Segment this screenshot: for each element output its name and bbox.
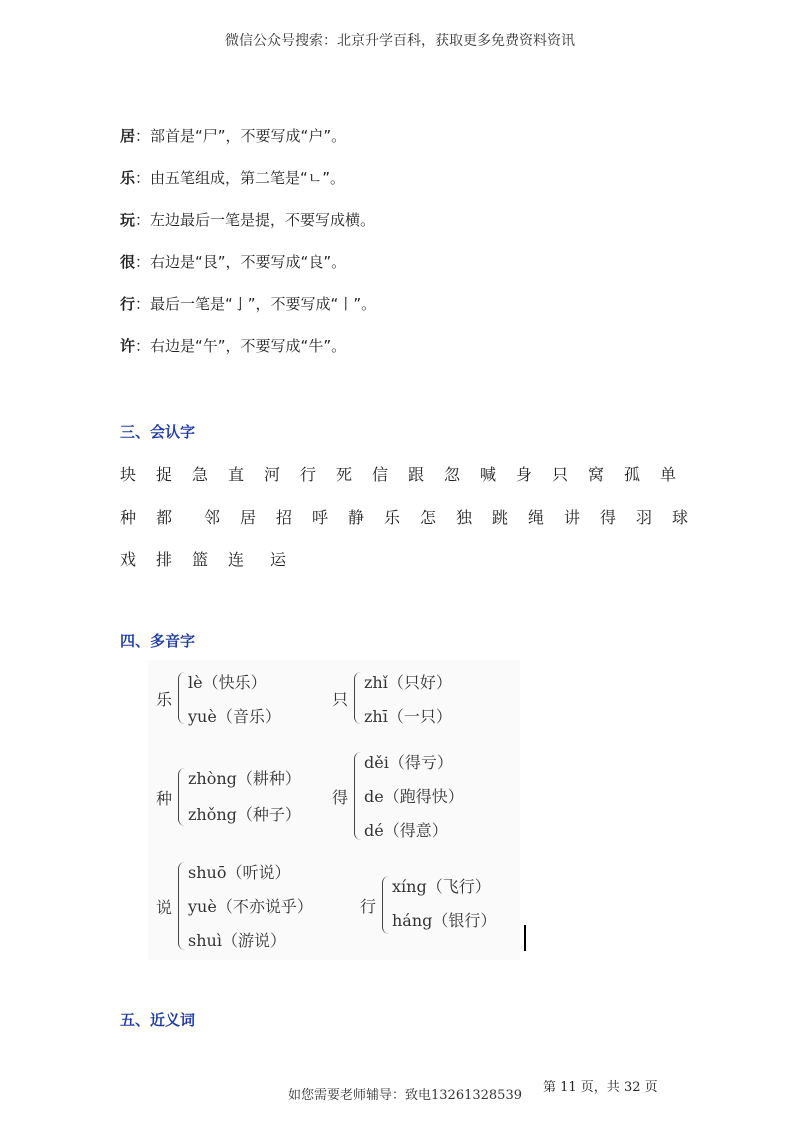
- char-cell: 跳: [492, 508, 509, 527]
- brace-icon: [354, 672, 361, 724]
- polyphone-reading: zhǐ（只好）: [364, 673, 452, 692]
- rule-char: 玩: [120, 211, 136, 229]
- text-cursor: [524, 925, 526, 951]
- rule-line: [120, 210, 375, 230]
- rule-text: ：由五笔组成，第二笔是“ㄴ”。: [135, 169, 346, 187]
- rule-text: ：右边是“午”，不要写成“牛”。: [135, 337, 347, 355]
- char-cell: 独: [456, 508, 473, 527]
- char-cell: 邻: [204, 508, 221, 527]
- brace-icon: [382, 876, 389, 934]
- char-cell: 运: [270, 550, 287, 569]
- char-cell: 篮: [192, 550, 209, 569]
- polyphone-char: 说: [156, 898, 173, 917]
- rule-line: [120, 168, 345, 188]
- char-cell: 窝: [588, 465, 605, 484]
- rule-line: [120, 252, 346, 272]
- char-cell: 乐: [384, 508, 401, 527]
- char-cell: 讲: [564, 508, 581, 527]
- polyphone-reading: dé（得意）: [364, 821, 448, 840]
- polyphone-group: [332, 668, 502, 728]
- polyphone-reading: xíng（飞行）: [392, 877, 491, 896]
- char-cell: 身: [516, 465, 533, 484]
- char-cell: 忽: [444, 465, 461, 484]
- rule-char: 行: [120, 295, 136, 313]
- char-cell: 喊: [480, 465, 497, 484]
- polyphone-char: 得: [332, 788, 349, 807]
- polyphone-group: [360, 872, 520, 938]
- brace-icon: [178, 672, 185, 724]
- footer-page-number: 第 11 页，共 32 页: [543, 1080, 658, 1095]
- char-cell: 得: [600, 508, 617, 527]
- brace-icon: [354, 752, 361, 840]
- polyphone-reading: de（跑得快）: [364, 787, 464, 806]
- rule-char: 许: [120, 337, 136, 355]
- char-cell: 种: [120, 508, 137, 527]
- footer-tutor-contact: 如您需要老师辅导：致电13261328539: [288, 1088, 522, 1103]
- rule-text: ：部首是“尸”，不要写成“户”。: [135, 127, 347, 145]
- polyphone-reading: yuè（音乐）: [188, 707, 281, 726]
- char-cell: 招: [276, 508, 293, 527]
- section-heading-recognize: 三、会认字: [120, 423, 196, 441]
- section-heading-synonyms: 五、近义词: [120, 1011, 196, 1029]
- char-cell: 戏: [120, 550, 137, 569]
- char-cell: 行: [300, 465, 317, 484]
- char-cell: 怎: [420, 508, 437, 527]
- rule-text: ：最后一笔是“亅”，不要写成“丨”。: [135, 295, 377, 313]
- char-cell: 球: [672, 508, 689, 527]
- rule-text: ：左边最后一笔是提，不要写成横。: [135, 211, 376, 229]
- char-cell: 连: [228, 550, 245, 569]
- polyphone-group: [156, 668, 326, 728]
- char-cell: 河: [264, 465, 281, 484]
- polyphone-reading: zhī（一只）: [364, 707, 452, 726]
- polyphone-reading: háng（银行）: [392, 911, 497, 930]
- rule-char: 居: [120, 127, 136, 145]
- char-cell: 绳: [528, 508, 545, 527]
- polyphone-group: [332, 748, 512, 844]
- char-cell: 静: [348, 508, 365, 527]
- char-cell: 捉: [156, 465, 173, 484]
- polyphone-reading: zhǒng（种子）: [188, 805, 301, 824]
- char-cell: 跟: [408, 465, 425, 484]
- polyphone-char: 行: [360, 897, 377, 916]
- char-cell: 呼: [312, 508, 329, 527]
- polyphone-reading: zhòng（耕种）: [188, 769, 301, 788]
- rule-text: ：右边是“艮”，不要写成“良”。: [135, 253, 347, 271]
- rule-char: 很: [120, 253, 136, 271]
- polyphone-reading: shuō（听说）: [188, 863, 291, 882]
- polyphone-reading: yuè（不亦说乎）: [188, 897, 313, 916]
- brace-icon: [178, 768, 185, 826]
- polyphone-reading: shuì（游说）: [188, 931, 286, 950]
- char-cell: 直: [228, 465, 245, 484]
- polyphone-char: 种: [156, 789, 173, 808]
- polyphone-group: [156, 764, 336, 830]
- rule-char: 乐: [120, 169, 136, 187]
- rule-line: [120, 336, 346, 356]
- char-cell: 羽: [636, 508, 653, 527]
- char-cell: 都: [156, 508, 173, 527]
- page-header: 微信公众号搜索：北京升学百科，获取更多免费资料资讯: [225, 33, 575, 49]
- polyphone-group: [156, 858, 356, 954]
- char-cell: 块: [120, 465, 137, 484]
- polyphone-figure: [148, 660, 520, 960]
- char-cell: 单: [660, 465, 677, 484]
- polyphone-reading: lè（快乐）: [188, 673, 267, 692]
- polyphone-reading: děi（得亏）: [364, 753, 453, 772]
- rule-line: [120, 126, 346, 146]
- char-cell: 死: [336, 465, 353, 484]
- char-cell: 只: [552, 465, 569, 484]
- char-cell: 排: [156, 550, 173, 569]
- char-cell: 孤: [624, 465, 641, 484]
- polyphone-char: 只: [332, 690, 349, 709]
- rule-line: [120, 294, 376, 314]
- polyphone-char: 乐: [156, 690, 173, 709]
- brace-icon: [178, 862, 185, 950]
- char-cell: 急: [192, 465, 209, 484]
- section-heading-polyphone: 四、多音字: [120, 632, 196, 650]
- char-cell: 信: [372, 465, 389, 484]
- char-cell: 居: [240, 508, 257, 527]
